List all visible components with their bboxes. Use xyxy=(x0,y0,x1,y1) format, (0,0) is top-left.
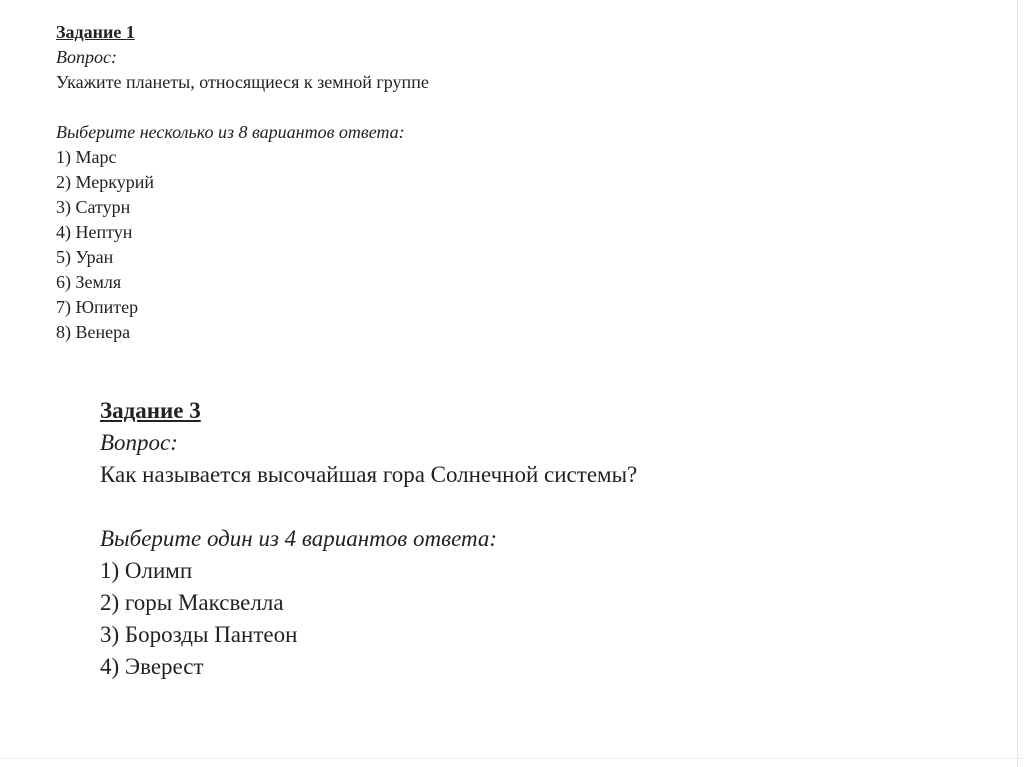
task-1-options-list xyxy=(56,145,429,345)
task-1-question-label: Вопрос: xyxy=(56,47,117,67)
task-3-option-3: 3) Борозды Пантеон xyxy=(100,622,298,647)
task-1-instruction: Выберите несколько из 8 вариантов ответа: xyxy=(56,122,405,142)
task-1-option-1: 1) Марс xyxy=(56,147,117,167)
task-3-option-2: 2) горы Максвелла xyxy=(100,590,284,615)
slide-edge-bottom xyxy=(0,758,1024,759)
task-3-options-list xyxy=(100,555,637,683)
task-1-option-5: 5) Уран xyxy=(56,247,114,267)
task-3-question-label: Вопрос: xyxy=(100,430,178,455)
task-3-instruction: Выберите один из 4 вариантов ответа: xyxy=(100,526,498,551)
task-3-question-text: Как называется высочайшая гора Солнечной системы? xyxy=(100,462,638,487)
task-3-block xyxy=(100,395,637,683)
task-1-option-4: 4) Нептун xyxy=(56,222,133,242)
task-3-title: Задание 3 xyxy=(100,398,201,423)
task-3-spacer xyxy=(100,491,637,523)
task-1-title: Задание 1 xyxy=(56,22,135,42)
task-1-option-2: 2) Меркурий xyxy=(56,172,155,192)
task-1-option-3: 3) Сатурн xyxy=(56,197,131,217)
task-1-option-7: 7) Юпитер xyxy=(56,297,139,317)
task-1-spacer xyxy=(56,95,429,120)
task-1-option-8: 8) Венера xyxy=(56,322,131,342)
slide-edge-right xyxy=(1017,0,1018,767)
task-1-option-6: 6) Земля xyxy=(56,272,122,292)
task-3-option-4: 4) Эверест xyxy=(100,654,204,679)
task-3-option-1: 1) Олимп xyxy=(100,558,193,583)
task-1-question-text: Укажите планеты, относящиеся к земной группе xyxy=(56,72,429,92)
task-1-block xyxy=(56,20,429,345)
